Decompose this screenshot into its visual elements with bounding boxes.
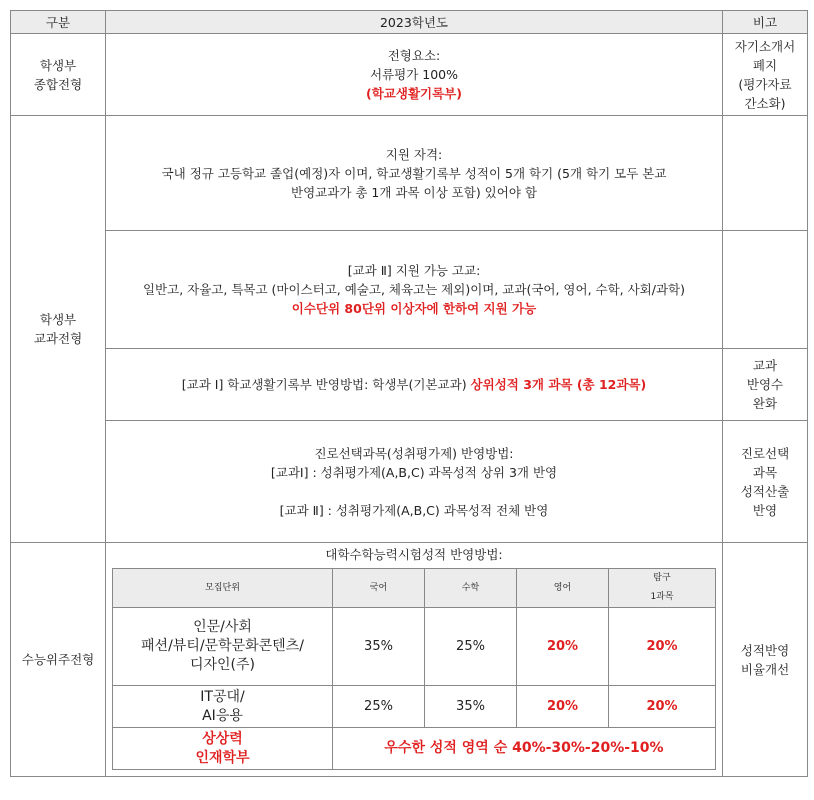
subject-row-schools <box>11 231 808 349</box>
ratio-unit: IT공대/ AI응용 <box>113 686 333 728</box>
subject-method: [교과 Ⅰ] 학교생활기록부 반영방법: 학생부(기본교과) 상위성적 3개 과목 (총 12과목) <box>106 349 723 421</box>
ratio-inquiry: 20% <box>609 608 716 686</box>
ratio-inquiry: 20% <box>609 686 716 728</box>
comprehensive-note: 자기소개서 폐지 (평가자료 간소화) <box>723 34 808 116</box>
ratio-header-unit: 모집단위 <box>113 569 333 608</box>
ratio-header-english: 영어 <box>517 569 609 608</box>
subject-career: 진로선택과목(성취평가제) 반영방법: [교과Ⅰ] : 성취평가제(A,B,C) 과목성적 상위 3개 반영 [교과 Ⅱ] : 성취평가제(A,B,C) 과목성적 전체 반영 <box>106 421 723 543</box>
ratio-korean: 25% <box>333 686 425 728</box>
ratio-unit: 인문/사회 패션/뷰티/문학문화콘텐츠/ 디자인(주) <box>113 608 333 686</box>
ratio-math: 35% <box>425 686 517 728</box>
ratio-math: 25% <box>425 608 517 686</box>
ratio-header-inquiry: 탐구 1과목 <box>609 569 716 608</box>
ratio-header-row <box>113 569 716 608</box>
subject-schools-note <box>723 231 808 349</box>
subject-qualification-note <box>723 116 808 231</box>
ratio-english: 20% <box>517 686 609 728</box>
table-row <box>113 728 716 770</box>
subject-row-qualification <box>11 116 808 231</box>
header-category: 구분 <box>11 11 106 34</box>
subject-category: 학생부 교과전형 <box>11 116 106 543</box>
csat-ratio-table <box>112 568 716 770</box>
header-row <box>11 11 808 34</box>
comprehensive-content: 전형요소: 서류평가 100% (학교생활기록부) <box>106 34 723 116</box>
ratio-english: 20% <box>517 608 609 686</box>
admission-table <box>10 10 808 777</box>
header-note: 비고 <box>723 11 808 34</box>
csat-title: 대학수학능력시험성적 반영방법: <box>325 547 503 562</box>
csat-row <box>11 543 808 777</box>
comprehensive-row <box>11 34 808 116</box>
csat-content <box>106 543 723 777</box>
subject-career-note: 진로선택 과목 성적산출 반영 <box>723 421 808 543</box>
table-row <box>113 608 716 686</box>
ratio-header-korean: 국어 <box>333 569 425 608</box>
ratio-korean: 35% <box>333 608 425 686</box>
comprehensive-category: 학생부 종합전형 <box>11 34 106 116</box>
ratio-special-text: 우수한 성적 영역 순 40%-30%-20%-10% <box>333 728 716 770</box>
subject-row-method <box>11 349 808 421</box>
csat-note: 성적반영 비율개선 <box>723 543 808 777</box>
subject-qualification: 지원 자격: 국내 정규 고등학교 졸업(예정)자 이며, 학교생활기록부 성적이 5개 학기 (5개 학기 모두 본교 반영교과가 총 1개 과목 이상 포함) 있어야 함 <box>106 116 723 231</box>
header-year: 2023학년도 <box>106 11 723 34</box>
subject-schools: [교과 Ⅱ] 지원 가능 고교: 일반고, 자율고, 특목고 (마이스터고, 예술고, 체육고는 제외)이며, 교과(국어, 영어, 수학, 사회/과학) 이수단위 80단위 이상자에 한하여 지원 가능 <box>106 231 723 349</box>
subject-row-career <box>11 421 808 543</box>
ratio-header-math: 수학 <box>425 569 517 608</box>
csat-category: 수능위주전형 <box>11 543 106 777</box>
subject-method-note: 교과 반영수 완화 <box>723 349 808 421</box>
table-row <box>113 686 716 728</box>
ratio-unit-special: 상상력 인재학부 <box>113 728 333 770</box>
